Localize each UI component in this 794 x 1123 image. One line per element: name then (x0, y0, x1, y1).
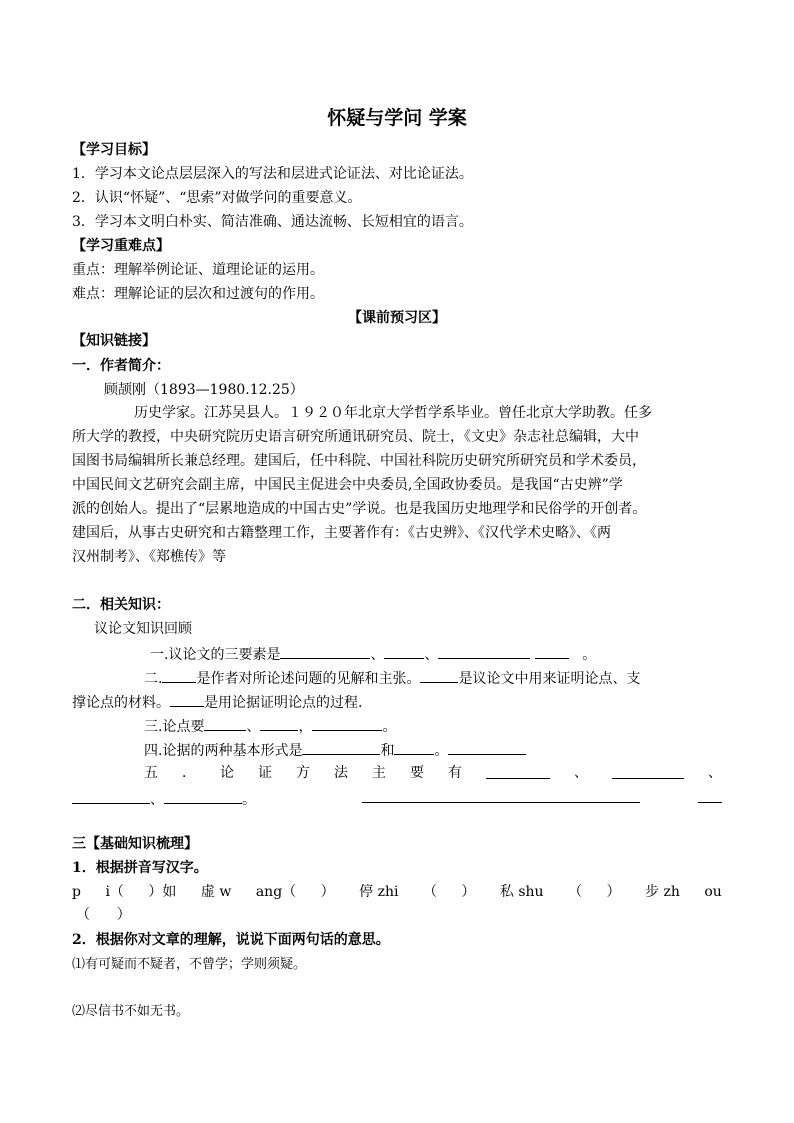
goal-item: 1．学习本文论点层层深入的写法和层进式论证法、对比论证法。 (72, 166, 473, 182)
answer-blank[interactable] (72, 788, 150, 804)
question-methods-cont: 、 。 (72, 788, 256, 810)
author-bio-line: 中国民间文艺研究会副主席，中国民主促进会中央委员,全国政协委员。是我国“古史辨”学 (72, 477, 623, 493)
author-bio-line: 所大学的教授，中央研究院历史语言研究所通讯研究员、院士，《文史》杂志社总编辑，大中 (72, 429, 639, 445)
meaning-question-title: 2．根据你对文章的理解，说说下面两句话的意思。 (72, 932, 390, 948)
related-subheading: 议论文知识回顾 (94, 621, 192, 637)
answer-blank[interactable] (260, 715, 298, 731)
sentence-item: ⑴有可疑而不疑者，不曾学；学则须疑。 (72, 957, 307, 972)
answer-blank[interactable] (302, 739, 380, 755)
related-heading: 二．相关知识： (72, 597, 170, 613)
question-thesis: 三.论点要 、 ， 。 (144, 715, 396, 737)
question-argument-parts-cont: 撑论点的材料。 是用论据证明论点的过程. (72, 691, 362, 713)
preview-heading: 【课前预习区】 (348, 310, 446, 326)
divider-line (698, 802, 722, 803)
answer-blank[interactable] (420, 667, 458, 683)
knowledge-link-heading: 【知识链接】 (72, 333, 156, 349)
sentence-item: ⑵尽信书不如无书。 (72, 1004, 190, 1019)
answer-blank[interactable] (486, 763, 550, 779)
section-heading-goals: 【学习目标】 (72, 142, 156, 158)
author-bio-line: 汉州制考》、《郑樵传》等 (72, 549, 226, 565)
divider-line (362, 802, 640, 803)
question-elements: 一.议论文的三要素是 、 、 。 (150, 643, 596, 665)
answer-blank[interactable] (164, 788, 242, 804)
basics-heading: 三【基础知识梳理】 (72, 836, 198, 852)
answer-blank[interactable] (204, 715, 246, 731)
pinyin-row-tail: （ ） (76, 907, 131, 923)
answer-blank[interactable] (170, 691, 204, 707)
author-name: 顾颉刚（1893—1980.12.25） (104, 382, 304, 398)
answer-blank[interactable] (384, 643, 424, 659)
author-bio-line: 建国后，从事古史研究和古籍整理工作，主要著作有：《古史辨》、《汉代学术史略》、《两 (72, 525, 611, 541)
answer-blank[interactable] (612, 763, 684, 779)
answer-blank[interactable] (438, 643, 530, 659)
question-methods: 五 ． 论 证 方 法 主 要 有 、 、 (144, 765, 722, 781)
author-bio-line: 派的创始人。提出了“层累地造成的中国古史”学说。也是我国历史地理学和民俗学的开创者。 (72, 501, 647, 517)
page-title: 怀疑与学问 学案 (327, 107, 467, 129)
goal-item: 2．认识“怀疑”、“思索”对做学问的重要意义。 (72, 190, 362, 206)
pinyin-question-title: 1．根据拼音写汉字。 (72, 860, 208, 876)
answer-blank[interactable] (394, 739, 434, 755)
answer-blank[interactable] (312, 715, 382, 731)
author-bio-line: 历史学家。江苏吴县人。１９２０年北京大学哲学系毕业。曾任北京大学助教。任多 (134, 405, 652, 421)
author-heading: 一．作者简介： (72, 358, 170, 374)
key-point-focus: 重点：理解举例论证、道理论证的运用。 (72, 262, 324, 278)
answer-blank[interactable] (280, 643, 370, 659)
question-argument-parts: 二. 是作者对所论述问题的见解和主张。 是议论文中用来证明论点、支 (144, 667, 640, 689)
section-heading-key-points: 【学习重难点】 (72, 238, 170, 254)
question-evidence: 四.论据的两种基本形式是 和 。 (144, 739, 526, 761)
answer-blank[interactable] (535, 643, 569, 659)
answer-blank[interactable] (448, 739, 526, 755)
key-point-difficulty: 难点：理解论证的层次和过渡句的作用。 (72, 286, 324, 302)
goal-item: 3．学习本文明白朴实、简洁准确、通达流畅、长短相宜的语言。 (72, 214, 473, 230)
pinyin-row: p i（ ）如 虚 w ang（ ） 停 zhi （ ） 私 shu （ ） 步 zh ou (72, 884, 722, 900)
author-bio-line: 国图书局编辑所长兼总经理。建国后，任中科院、中国社科院历史研究所研究员和学术委员， (72, 453, 646, 469)
answer-blank[interactable] (162, 667, 196, 683)
